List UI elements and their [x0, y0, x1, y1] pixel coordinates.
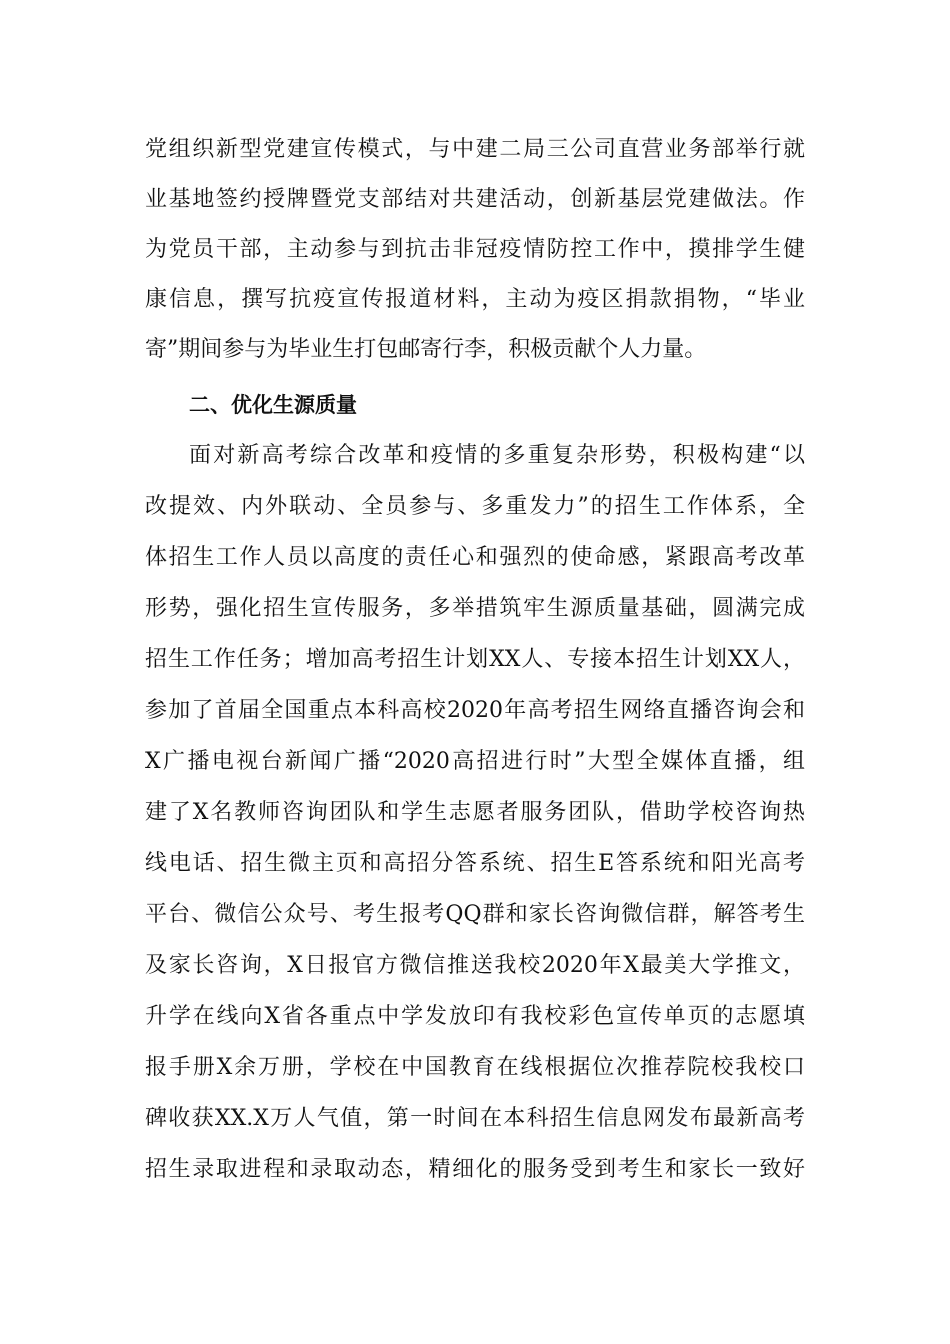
paragraph-line: 建了X名教师咨询团队和学生志愿者服务团队，借助学校咨询热: [145, 800, 805, 825]
paragraph-line: 改提效、内外联动、全员参与、多重发力”的招生工作体系，全: [145, 494, 805, 519]
paragraph-line: 招生录取进程和录取动态，精细化的服务受到考生和家长一致好: [145, 1157, 805, 1182]
paragraph-line: 报手册X余万册，学校在中国教育在线根据位次推荐院校我校口: [145, 1055, 805, 1080]
paragraph-line: 康信息，撰写抗疫宣传报道材料，主动为疫区捐款捐物，“毕业: [145, 287, 805, 312]
paragraph-line: 寄”期间参与为毕业生打包邮寄行李，积极贡献个人力量。: [145, 337, 707, 362]
paragraph-line: 党组织新型党建宣传模式，与中建二局三公司直营业务部举行就: [145, 137, 805, 162]
paragraph-line: 升学在线向X省各重点中学发放印有我校彩色宣传单页的志愿填: [145, 1004, 805, 1029]
paragraph-line: X广播电视台新闻广播“2020高招进行时”大型全媒体直播，组: [145, 749, 805, 774]
paragraph-line: 碑收获XX.X万人气值，第一时间在本科招生信息网发布最新高考: [145, 1106, 805, 1131]
paragraph-line: 参加了首届全国重点本科高校2020年高考招生网络直播咨询会和: [145, 698, 805, 723]
paragraph-line: 形势，强化招生宣传服务，多举措筑牢生源质量基础，圆满完成: [145, 596, 805, 621]
paragraph-line: 为党员干部，主动参与到抗击非冠疫情防控工作中，摸排学生健: [145, 237, 805, 262]
paragraph-line: 体招生工作人员以高度的责任心和强烈的使命感，紧跟高考改革: [145, 545, 805, 570]
paragraph-line: 业基地签约授牌暨党支部结对共建活动，创新基层党建做法。作: [145, 187, 805, 212]
paragraph-line: 及家长咨询，X日报官方微信推送我校2020年X最美大学推文，: [145, 953, 805, 978]
paragraph-line: 平台、微信公众号、考生报考QQ群和家长咨询微信群，解答考生: [145, 902, 805, 927]
section-heading: 二、优化生源质量: [189, 393, 357, 417]
paragraph-line: 招生工作任务；增加高考招生计划XX人、专接本招生计划XX人，: [145, 647, 805, 672]
paragraph-line: 面对新高考综合改革和疫情的多重复杂形势，积极构建“以: [189, 443, 805, 468]
paragraph-line: 线电话、招生微主页和高招分答系统、招生E答系统和阳光高考: [145, 851, 805, 876]
